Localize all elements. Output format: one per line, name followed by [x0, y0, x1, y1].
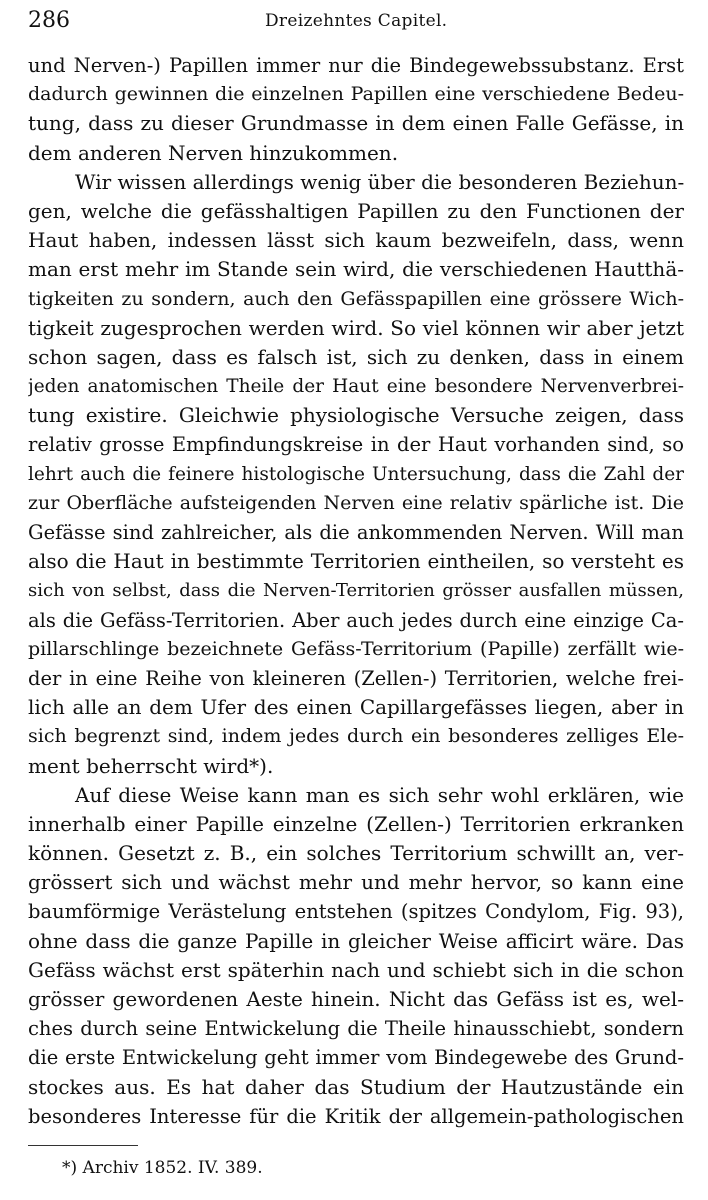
text-line: gen, welche die gefässhaltigen Papillen zu den Functionen der: [28, 198, 684, 223]
text-line: pillarschlinge bezeichnete Gefäss-Territorium (Papille) zerfällt wie-: [28, 637, 684, 660]
text-line: Haut haben, indessen lässt sich kaum bezweifeln, dass, wenn: [28, 228, 684, 253]
footnote-divider: [28, 1145, 138, 1146]
text-line: baumförmige Verästelung entstehen (spitzes Condylom, Fig. 93),: [28, 900, 684, 924]
text-line: schon sagen, dass es falsch ist, sich zu denken, dass in einem: [28, 344, 684, 369]
text-line: tigkeiten zu sondern, auch den Gefässpapillen eine grössere Wich-: [28, 287, 684, 310]
text-line: die erste Entwickelung geht immer vom Bindegewebe des Grund-: [28, 1046, 684, 1070]
text-line: lich alle an dem Ufer des einen Capillargefässes liegen, aber in: [28, 695, 684, 720]
text-line: tung existire. Gleichwie physiologische Versuche zeigen, dass: [28, 403, 684, 428]
text-line: zur Oberfläche aufsteigenden Nerven eine relativ spärliche ist. Die: [28, 491, 684, 514]
text-line: dem anderen Nerven hinzukommen.: [28, 140, 399, 165]
text-line: innerhalb einer Papille einzelne (Zellen-) Territorien erkranken: [28, 811, 684, 836]
text-line: ohne dass die ganze Papille in gleicher Weise afficirt wäre. Das: [28, 928, 684, 953]
text-line: also die Haut in bestimmte Territorien eintheilen, so versteht es: [28, 549, 684, 574]
page-number: 286: [28, 8, 70, 33]
text-line: der in eine Reihe von kleineren (Zellen-) Territorien, welche frei-: [28, 666, 684, 690]
footnote: *) Archiv 1852. IV. 389.: [62, 1158, 263, 1178]
text-line: ment beherrscht wird*).: [28, 753, 274, 778]
text-line: stockes aus. Es hat daher das Studium der Hautzustände ein: [28, 1074, 684, 1099]
text-line: Wir wissen allerdings wenig über die besonderen Beziehun-: [75, 169, 684, 194]
text-line: Gefässe sind zahlreicher, als die ankommenden Nerven. Will man: [28, 521, 684, 544]
text-line: grösser gewordenen Aeste hinein. Nicht das Gefäss ist es, wel-: [28, 987, 684, 1011]
text-line: und Nerven-) Papillen immer nur die Bindegewebssubstanz. Erst: [28, 54, 684, 77]
text-line: ches durch seine Entwickelung die Theile hinausschiebt, sondern: [28, 1017, 684, 1041]
text-line: tung, dass zu dieser Grundmasse in dem einen Falle Gefässe, in: [28, 111, 684, 136]
text-line: als die Gefäss-Territorien. Aber auch jedes durch eine einzige Ca-: [28, 608, 684, 632]
text-line: Auf diese Weise kann man es sich sehr wohl erklären, wie: [75, 782, 684, 807]
text-line: besonderes Interesse für die Kritik der allgemein-pathologischen: [28, 1104, 684, 1128]
text-line: relativ grosse Empfindungskreise in der Haut vorhanden sind, so: [28, 433, 684, 457]
text-line: lehrt auch die feinere histologische Untersuchung, dass die Zahl der: [28, 463, 684, 485]
body-text: [28, 51, 684, 1131]
text-line: dadurch gewinnen die einzelnen Papillen eine verschiedene Bedeu-: [28, 83, 684, 106]
text-line: man erst mehr im Stande sein wird, die verschiedenen Hautthä-: [28, 257, 684, 282]
text-line: sich von selbst, dass die Nerven-Territorien grösser ausfallen müssen,: [28, 580, 684, 602]
text-line: jeden anatomischen Theile der Haut eine besondere Nervenverbrei-: [28, 376, 684, 398]
text-line: Gefäss wächst erst späterhin nach und schiebt sich in die schon: [28, 957, 684, 982]
text-line: sich begrenzt sind, indem jedes durch ein besonderes zelliges Ele-: [28, 725, 684, 748]
text-line: grössert sich und wächst mehr und mehr hervor, so kann eine: [28, 870, 684, 895]
page-header: [28, 6, 684, 36]
text-line: tigkeit zugesprochen werden wird. So viel können wir aber jetzt: [28, 315, 684, 340]
running-title: Dreizehntes Capitel.: [265, 11, 448, 31]
text-line: können. Gesetzt z. B., ein solches Territorium schwillt an, ver-: [28, 841, 684, 866]
